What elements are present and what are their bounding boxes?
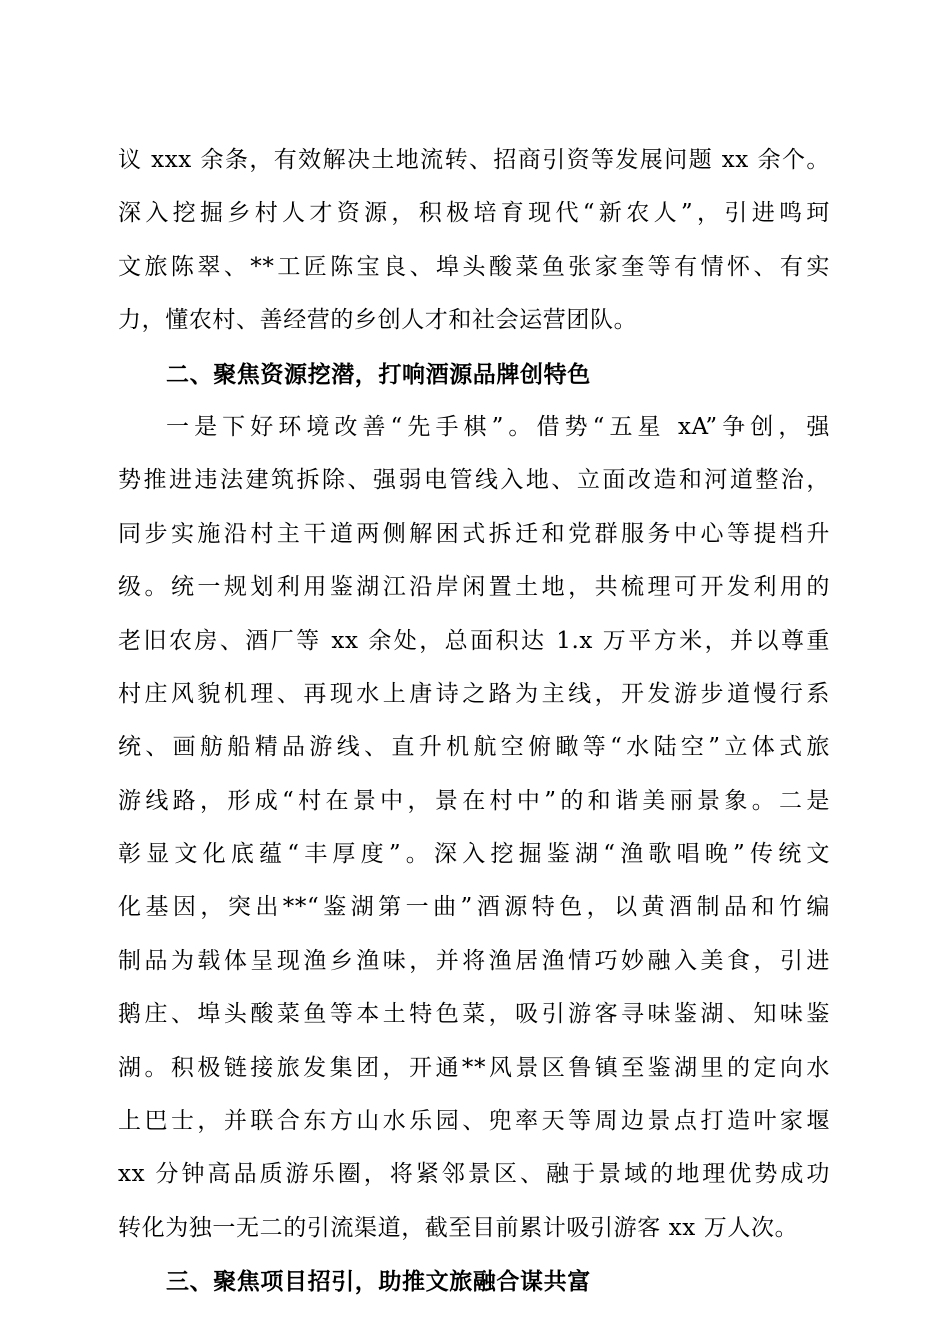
paragraph-line: 上巴士，并联合东方山水乐园、兜率天等周边景点打造叶家堰 [118, 1108, 830, 1135]
paragraph-line: 制品为载体呈现渔乡渔味，并将渔居渔情巧妙融入美食，引进 [118, 947, 830, 974]
paragraph-line: 转化为独一无二的引流渠道，截至目前累计吸引游客 xx 万人次。 [118, 1214, 799, 1241]
paragraph-line: 力，懂农村、善经营的乡创人才和社会运营团队。 [118, 307, 638, 334]
paragraph-line: 文旅陈翠、**工匠陈宝良、埠头酸菜鱼张家奎等有情怀、有实 [118, 253, 830, 280]
paragraph-line: 鹅庄、埠头酸菜鱼等本土特色菜，吸引游客寻味鉴湖、知味鉴 [118, 1001, 830, 1028]
section-heading-3: 三、聚焦项目招引，助推文旅融合谋共富 [166, 1268, 591, 1296]
section-heading-2: 二、聚焦资源挖潜，打响酒源品牌创特色 [166, 360, 591, 388]
paragraph-line: 湖。积极链接旅发集团，开通**风景区鲁镇至鉴湖里的定向水 [118, 1054, 830, 1081]
paragraph-line: 同步实施沿村主干道两侧解困式拆迁和党群服务中心等提档升 [118, 520, 830, 547]
paragraph-line: 势推进违法建筑拆除、强弱电管线入地、立面改造和河道整治， [118, 467, 830, 494]
paragraph-line: 化基因，突出**“鉴湖第一曲”酒源特色，以黄酒制品和竹编 [118, 894, 830, 921]
document-page [118, 134, 830, 1309]
paragraph-line: 级。统一规划利用鉴湖江沿岸闲置土地，共梳理可开发利用的 [118, 574, 830, 601]
paragraph-line: 游线路，形成“村在景中，景在村中”的和谐美丽景象。二是 [118, 787, 830, 814]
paragraph-line: 老旧农房、酒厂等 xx 余处，总面积达 1.x 万平方米，并以尊重 [118, 627, 830, 654]
paragraph-line: xx 分钟高品质游乐圈，将紧邻景区、融于景域的地理优势成功 [118, 1161, 830, 1188]
paragraph-line: 一是下好环境改善“先手棋”。借势“五星 xA”争创，强 [166, 413, 830, 440]
paragraph-line: 议 xxx 余条，有效解决土地流转、招商引资等发展问题 xx 余个。 [118, 147, 830, 173]
paragraph-line: 统、画舫船精品游线、直升机航空俯瞰等“水陆空”立体式旅 [118, 734, 830, 761]
paragraph-line: 彰显文化底蕴“丰厚度”。深入挖掘鉴湖“渔歌唱晚”传统文 [118, 841, 830, 868]
paragraph-line: 村庄风貌机理、再现水上唐诗之路为主线，开发游步道慢行系 [118, 680, 830, 707]
paragraph-line: 深入挖掘乡村人才资源，积极培育现代“新农人”，引进鸣珂 [118, 200, 830, 227]
